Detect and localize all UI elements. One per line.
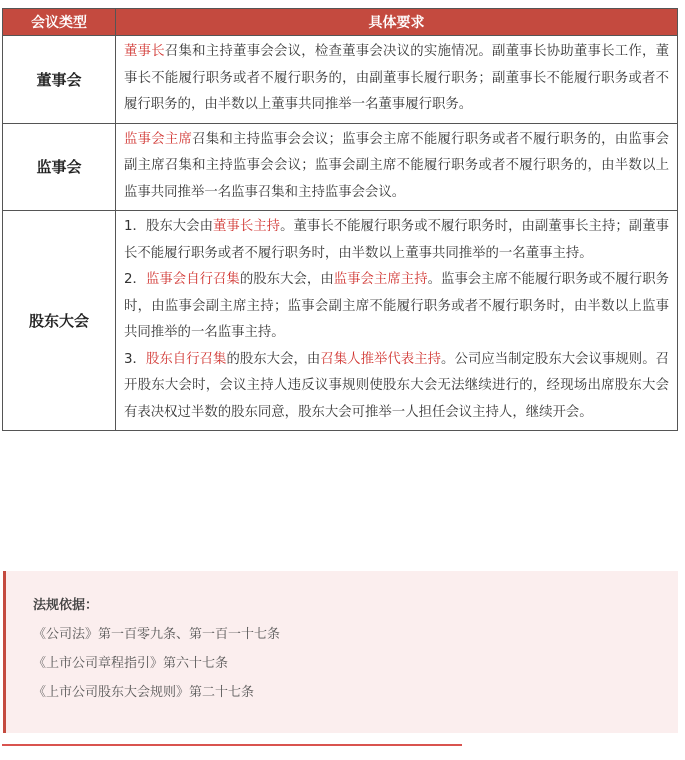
body-text: 召集和主持监事会会议；监事会主席不能履行职务或者不履行职务的，由监事会副主席召集和主持监事会会议；监事会副主席不能履行职务或者不履行职务的，由半数以上监事共同推举一名监事召集和主持监事会会议。 xyxy=(124,131,669,200)
table-row-shareholders xyxy=(3,211,678,431)
highlight-text: 监事会自行召集 xyxy=(145,272,240,287)
highlight-text: 董事长 xyxy=(124,44,165,59)
body-text: 3． xyxy=(124,351,146,367)
meeting-type-board: 董事会 xyxy=(3,36,116,124)
legal-basis-item: 《上市公司股东大会规则》第二十七条 xyxy=(33,685,255,700)
meeting-type-supervisory: 监事会 xyxy=(3,123,116,211)
highlight-text: 监事会主席 xyxy=(124,131,193,147)
highlight-text: 监事会主席主持 xyxy=(333,272,428,287)
highlight-text: 董事长主持 xyxy=(213,219,281,234)
body-text: 。监事会主席不能履行职务或不履行职务时，由监事会副主席主持；监事会副主席不能履行职务或者不履行职务时，由半数以上监事共同推举的一名监事主持。 xyxy=(124,272,670,340)
bottom-divider xyxy=(2,744,462,746)
requirement-item-3 xyxy=(124,347,669,427)
meeting-requirements-table xyxy=(2,8,678,431)
table-header-row xyxy=(3,9,678,36)
legal-basis-item: 《上市公司章程指引》第六十七条 xyxy=(33,656,229,671)
requirements-shareholders xyxy=(116,211,678,431)
highlight-text: 召集人推举代表主持 xyxy=(320,351,442,367)
requirement-item-2 xyxy=(124,267,669,347)
requirements-board xyxy=(116,36,678,124)
legal-basis-item: 《公司法》第一百零九条、第一百一十七条 xyxy=(33,627,281,642)
body-text: 。公司应当制定股东大会议事规则。召开股东大会时，会议主持人违反议事规则使股东大会无法继续进行的，经现场出席股东大会有表决权过半数的股东同意，股东大会可推举一人担任会议主持人，继续开会。 xyxy=(124,351,670,420)
legal-basis-box xyxy=(3,571,678,733)
body-text: 2． xyxy=(124,272,146,287)
legal-basis-title: 法规依据： xyxy=(33,598,99,613)
highlight-text: 股东自行召集 xyxy=(145,351,227,367)
body-text: 的股东大会，由 xyxy=(226,351,321,367)
body-text: 1．股东大会由 xyxy=(124,219,214,234)
body-text: 。董事长不能履行职务或不履行职务时，由副董事长主持；副董事长不能履行职务或者不履行职务时，由半数以上董事共同推举的一名董事主持。 xyxy=(124,219,669,261)
requirement-item-1 xyxy=(124,214,669,267)
meeting-type-shareholders: 股东大会 xyxy=(3,211,116,431)
header-requirements: 具体要求 xyxy=(116,9,678,36)
table-row-board xyxy=(3,36,678,124)
table-row-supervisory xyxy=(3,123,678,211)
header-meeting-type: 会议类型 xyxy=(3,9,116,36)
body-text: 的股东大会，由 xyxy=(239,272,334,287)
requirements-supervisory xyxy=(116,123,678,211)
body-text: 召集和主持董事会会议，检查董事会决议的实施情况。副董事长协助董事长工作，董事长不能履行职务或者不履行职务的，由副董事长履行职务；副董事长不能履行职务或者不履行职务的，由半数以上董事共同推举一名董事履行职务。 xyxy=(124,44,670,112)
